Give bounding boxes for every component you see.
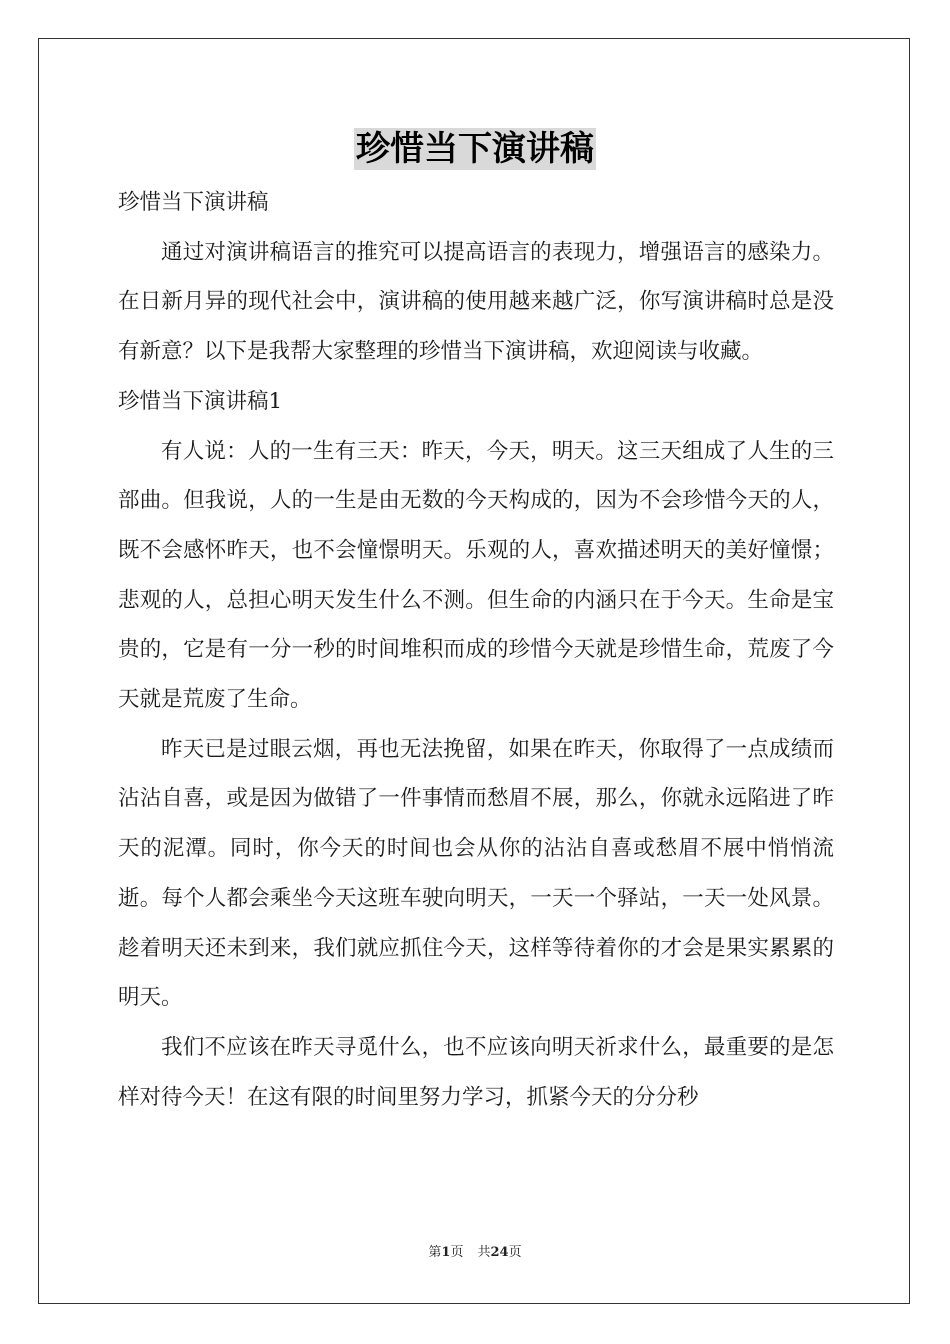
body-paragraph: 我们不应该在昨天寻觅什么，也不应该向明天祈求什么，最重要的是怎样对待今天！在这有限的时间里努力学习，抓紧今天的分分秒 — [118, 1034, 834, 1110]
page-footer — [0, 1244, 950, 1262]
current-page-number: 1 — [441, 1245, 451, 1260]
page-prefix: 第 — [428, 1245, 442, 1260]
total-page-count: 24 — [490, 1245, 509, 1260]
document-title-text: 珍惜当下演讲稿 — [356, 129, 594, 169]
total-suffix: 页 — [508, 1245, 522, 1260]
total-prefix: 共 — [477, 1245, 491, 1260]
page-suffix: 页 — [450, 1245, 464, 1260]
document-title — [0, 128, 950, 170]
subtitle-line: 珍惜当下演讲稿 — [118, 190, 269, 215]
body-paragraph: 有人说：人的一生有三天：昨天，今天，明天。这三天组成了人生的三部曲。但我说，人的一生是由无数的今天构成的，因为不会珍惜今天的人，既不会感怀昨天，也不会憧憬明天。乐观的人，喜欢描述明天的美好憧憬；悲观的人，总担心明天发生什么不测。但生命的内涵只在于今天。生命是宝贵的，它是有一分一秒的时间堆积而成的珍惜今天就是珍惜生命，荒废了今天就是荒废了生命。 — [118, 438, 834, 713]
section-heading: 珍惜当下演讲稿1 — [118, 388, 283, 414]
body-paragraph: 昨天已是过眼云烟，再也无法挽留，如果在昨天，你取得了一点成绩而沾沾自喜，或是因为做错了一件事情而愁眉不展，那么，你就永远陷进了昨天的泥潭。同时，你今天的时间也会从你的沾沾自喜或愁眉不展中悄悄流逝。每个人都会乘坐今天这班车驶向明天，一天一个驿站，一天一处风景。趁着明天还未到来，我们就应抓住今天，这样等待着你的才会是果实累累的明天。 — [118, 736, 834, 1011]
intro-paragraph: 通过对演讲稿语言的推究可以提高语言的表现力，增强语言的感染力。在日新月异的现代社会中，演讲稿的使用越来越广泛，你写演讲稿时总是没有新意？以下是我帮大家整理的珍惜当下演讲稿，欢迎阅读与收藏。 — [118, 239, 834, 365]
document-body — [118, 178, 834, 1122]
